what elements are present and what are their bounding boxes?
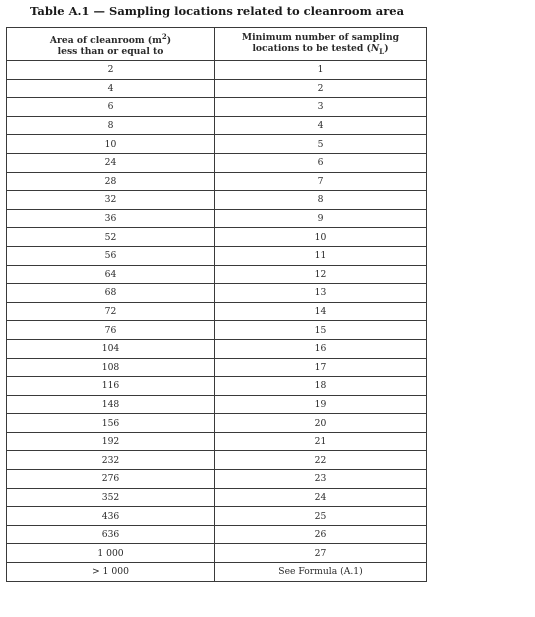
area-cell: 1 000	[7, 544, 215, 563]
locations-cell: 18	[215, 377, 427, 396]
area-cell: 108	[7, 358, 215, 377]
area-cell: 276	[7, 470, 215, 489]
locations-cell: 12	[215, 265, 427, 284]
table-row	[7, 470, 427, 489]
locations-cell: 10	[215, 228, 427, 247]
table-row	[7, 451, 427, 470]
area-cell: > 1 000	[7, 563, 215, 582]
locations-cell: 3	[215, 98, 427, 117]
area-cell: 4	[7, 79, 215, 98]
locations-cell: 2	[215, 79, 427, 98]
table-row	[7, 265, 427, 284]
area-cell: 192	[7, 432, 215, 451]
area-cell: 72	[7, 302, 215, 321]
table-row	[7, 153, 427, 172]
locations-cell: 25	[215, 507, 427, 526]
table-row	[7, 302, 427, 321]
table-header-row	[7, 28, 427, 61]
table-row	[7, 488, 427, 507]
area-cell: 2	[7, 61, 215, 80]
table-row	[7, 563, 427, 582]
table-row	[7, 414, 427, 433]
table-row	[7, 525, 427, 544]
column-header-locations	[215, 28, 427, 61]
area-header-line2: less than or equal to	[57, 46, 164, 58]
area-cell: 104	[7, 339, 215, 358]
table-row	[7, 191, 427, 210]
table-caption: Table A.1 — Sampling locations related to cleanroom area	[29, 4, 405, 18]
area-cell: 116	[7, 377, 215, 396]
area-cell: 436	[7, 507, 215, 526]
table-row	[7, 377, 427, 396]
area-cell: 352	[7, 488, 215, 507]
area-cell: 76	[7, 321, 215, 340]
locations-header-close: )	[384, 42, 389, 54]
column-header-area	[7, 28, 215, 61]
area-cell: 24	[7, 153, 215, 172]
locations-cell: 6	[215, 153, 427, 172]
locations-cell: 13	[215, 284, 427, 303]
locations-header-line2: locations to be tested (	[252, 42, 371, 54]
area-cell: 32	[7, 191, 215, 210]
locations-cell: 4	[215, 116, 427, 135]
table-row	[7, 135, 427, 154]
table-row	[7, 544, 427, 563]
locations-cell: 15	[215, 321, 427, 340]
locations-cell: 24	[215, 488, 427, 507]
table-row	[7, 61, 427, 80]
area-cell: 636	[7, 525, 215, 544]
table-row	[7, 209, 427, 228]
locations-cell: 27	[215, 544, 427, 563]
locations-cell: 11	[215, 246, 427, 265]
locations-symbol: N	[370, 42, 380, 54]
area-header-text: Area of cleanroom (m	[49, 35, 162, 47]
table-row	[7, 507, 427, 526]
locations-cell: 23	[215, 470, 427, 489]
locations-cell: See Formula (A.1)	[215, 563, 427, 582]
area-cell: 6	[7, 98, 215, 117]
area-cell: 232	[7, 451, 215, 470]
area-cell: 148	[7, 395, 215, 414]
table-row	[7, 79, 427, 98]
area-unit-superscript: 2	[161, 31, 167, 41]
locations-cell: 21	[215, 432, 427, 451]
table-row	[7, 98, 427, 117]
area-cell: 8	[7, 116, 215, 135]
locations-cell: 1	[215, 61, 427, 80]
locations-cell: 16	[215, 339, 427, 358]
area-cell: 56	[7, 246, 215, 265]
locations-cell: 14	[215, 302, 427, 321]
locations-cell: 26	[215, 525, 427, 544]
locations-cell: 8	[215, 191, 427, 210]
locations-cell: 7	[215, 172, 427, 191]
area-cell: 10	[7, 135, 215, 154]
table-body	[7, 61, 427, 582]
locations-cell: 19	[215, 395, 427, 414]
locations-cell: 22	[215, 451, 427, 470]
area-header-close: )	[166, 35, 172, 47]
locations-cell: 9	[215, 209, 427, 228]
area-cell: 36	[7, 209, 215, 228]
area-cell: 28	[7, 172, 215, 191]
table-row	[7, 339, 427, 358]
area-cell: 68	[7, 284, 215, 303]
locations-cell: 5	[215, 135, 427, 154]
table-row	[7, 228, 427, 247]
area-cell: 64	[7, 265, 215, 284]
table-row	[7, 116, 427, 135]
area-cell: 156	[7, 414, 215, 433]
sampling-locations-table	[6, 27, 427, 582]
locations-cell: 17	[215, 358, 427, 377]
locations-cell: 20	[215, 414, 427, 433]
locations-symbol-subscript: L	[379, 46, 385, 56]
table-row	[7, 395, 427, 414]
table-row	[7, 432, 427, 451]
table-row	[7, 246, 427, 265]
table-row	[7, 172, 427, 191]
locations-header-line1: Minimum number of sampling	[241, 31, 400, 43]
table-row	[7, 284, 427, 303]
table-row	[7, 358, 427, 377]
area-cell: 52	[7, 228, 215, 247]
table-row	[7, 321, 427, 340]
